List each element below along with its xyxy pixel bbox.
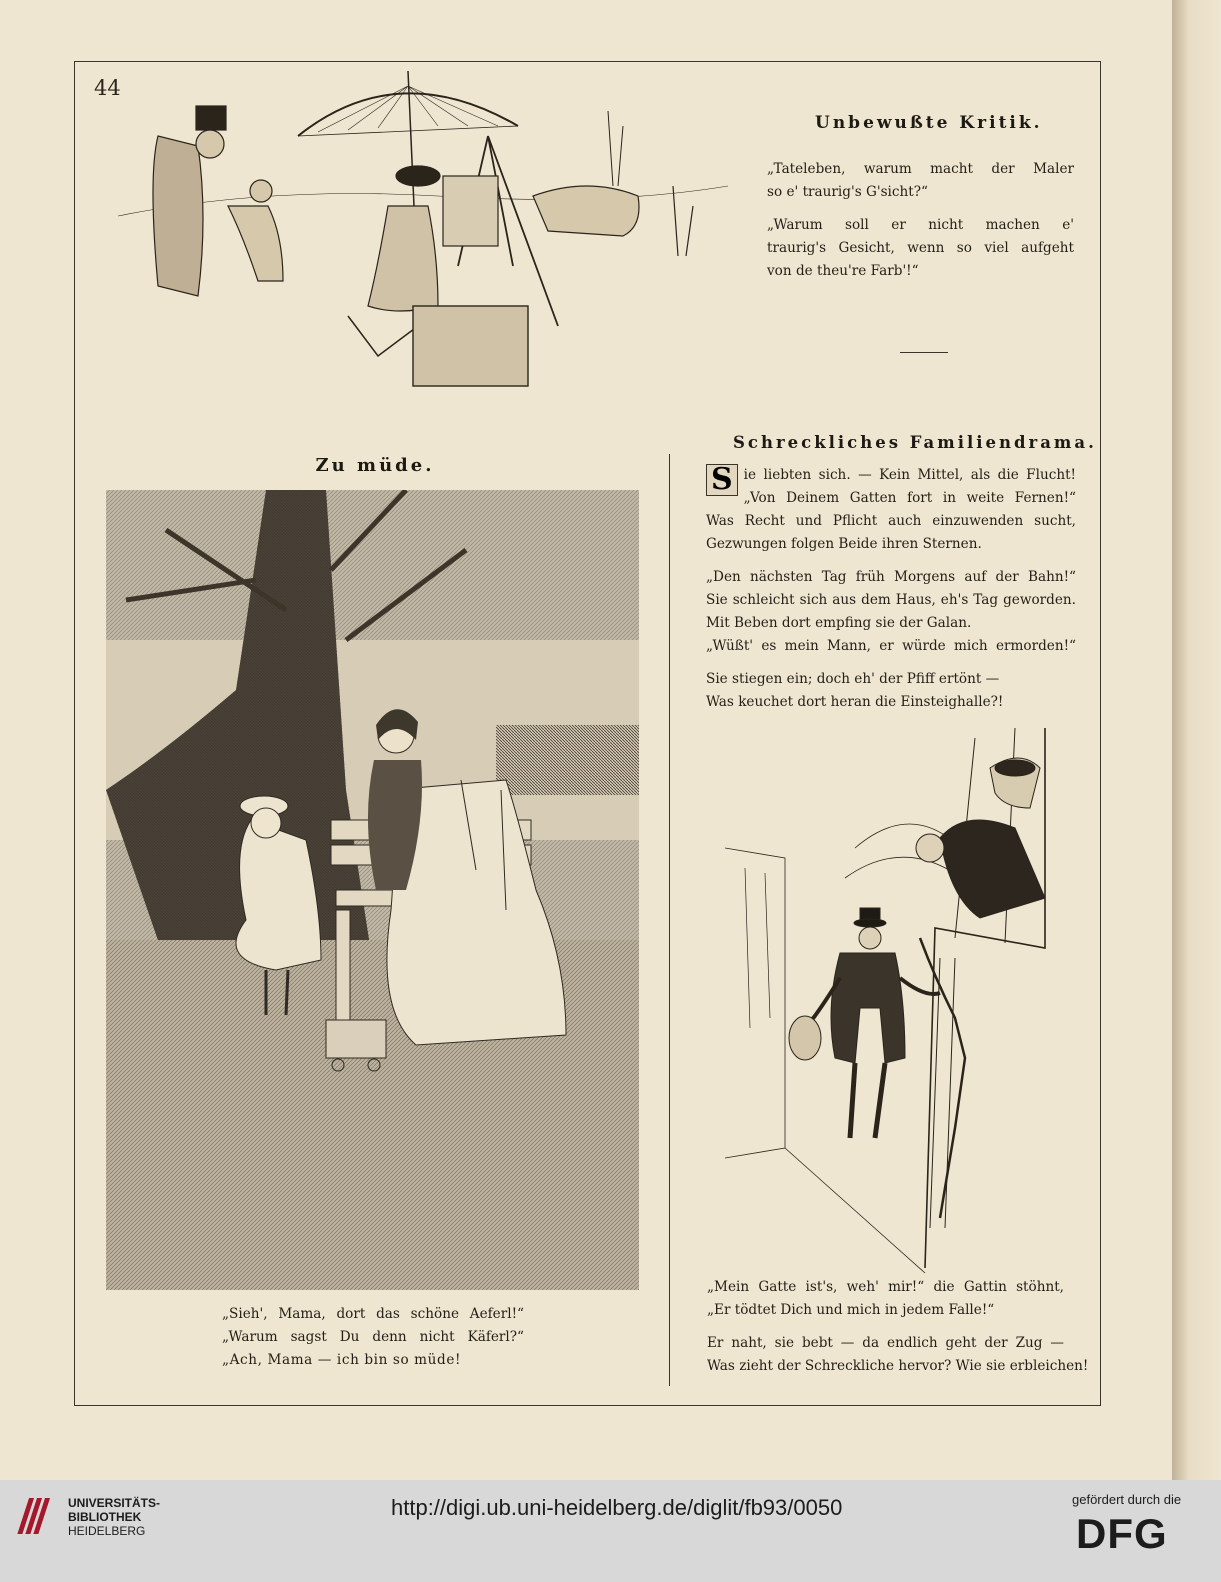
kritik-stanza-1 xyxy=(767,158,1074,204)
caption-line: „Warum sagst Du denn nicht Käferl?“ xyxy=(222,1329,524,1345)
library-logo-icon xyxy=(13,1492,61,1540)
verse-line: traurig's Gesicht, wenn so viel aufgeht xyxy=(767,240,1074,256)
verse-line: ie liebten sich. — Kein Mittel, als die Flucht! xyxy=(743,467,1076,483)
verse-line: „Er tödtet Dich und mich in jedem Falle!“ xyxy=(707,1302,995,1318)
kritik-stanza-2 xyxy=(767,214,1074,283)
drama-stanza-5 xyxy=(707,1332,1087,1378)
kritik-verse xyxy=(767,158,1074,293)
section-title-familiendrama: Schreckliches Familiendrama. xyxy=(733,433,1097,452)
caption-line: „Ach, Mama — ich bin so müde! xyxy=(222,1352,462,1368)
verse-line: Mit Beben dort empfing sie der Galan. xyxy=(706,615,972,631)
drop-cap-s: S xyxy=(706,464,738,496)
verse-line: von de theu're Farb'!“ xyxy=(767,263,919,279)
painter-illustration xyxy=(118,66,728,411)
dfg-logo: DFG xyxy=(1076,1510,1168,1557)
section-title-zu-muede: Zu müde. xyxy=(315,455,435,476)
caption-line: „Sieh', Mama, dort das schöne Aeferl!“ xyxy=(222,1306,524,1322)
verse-line: Gezwungen folgen Beide ihren Sternen. xyxy=(706,536,982,552)
familiendrama-verse-top xyxy=(706,464,1076,724)
drama-stanza-3 xyxy=(706,668,1076,714)
drama-stanza-2 xyxy=(706,566,1076,658)
library-name-line: UNIVERSITÄTS- xyxy=(68,1496,161,1510)
familiendrama-verse-bottom xyxy=(707,1276,1087,1388)
verse-line: „Tateleben, warum macht der Maler xyxy=(767,161,1074,177)
adjacent-page-edge xyxy=(1172,0,1221,1480)
page-number: 44 xyxy=(94,76,121,100)
drama-stanza-4 xyxy=(707,1276,1087,1322)
garden-mother-child-illustration xyxy=(106,490,639,1290)
verse-line: Sie stiegen ein; doch eh' der Pfiff ertönt — xyxy=(706,671,1000,687)
library-name xyxy=(68,1496,160,1538)
zu-muede-caption xyxy=(222,1303,524,1372)
verse-line: so e' traurig's G'sicht?“ xyxy=(767,184,928,200)
verse-line: „Von Deinem Gatten fort in weite Fernen!“ xyxy=(743,490,1076,506)
verse-line: Was Recht und Pflicht auch einzuwenden sucht, xyxy=(706,513,1076,529)
library-name-line: BIBLIOTHEK xyxy=(68,1510,142,1524)
verse-line: Sie schleicht sich aus dem Haus, eh's Tag geworden. xyxy=(706,592,1076,608)
train-station-illustration xyxy=(725,728,1055,1278)
library-name-line: HEIDELBERG xyxy=(68,1524,146,1538)
verse-line: Was keuchet dort heran die Einsteighalle?! xyxy=(706,694,1004,710)
funding-text: gefördert durch die xyxy=(1072,1492,1182,1507)
verse-line: „Wüßt' es mein Mann, er würde mich ermorden!“ xyxy=(706,638,1076,654)
footer-bar xyxy=(0,1480,1221,1582)
drama-stanza-1 xyxy=(706,464,1076,556)
source-url-link[interactable]: http://digi.ub.uni-heidelberg.de/diglit/fb93/0050 xyxy=(391,1495,843,1520)
verse-line: „Warum soll er nicht machen e' xyxy=(767,217,1074,233)
section-title-unbewusste-kritik: Unbewußte Kritik. xyxy=(815,113,1043,133)
column-divider xyxy=(669,454,670,1386)
verse-line: „Den nächsten Tag früh Morgens auf der Bahn!“ xyxy=(706,569,1076,585)
verse-line: „Mein Gatte ist's, weh' mir!“ die Gattin stöhnt, xyxy=(707,1279,1064,1295)
divider-rule xyxy=(900,352,948,353)
verse-line: Er naht, sie bebt — da endlich geht der Zug — xyxy=(707,1335,1064,1351)
verse-line: Was zieht der Schreckliche hervor? Wie sie erbleichen! xyxy=(707,1358,1089,1374)
